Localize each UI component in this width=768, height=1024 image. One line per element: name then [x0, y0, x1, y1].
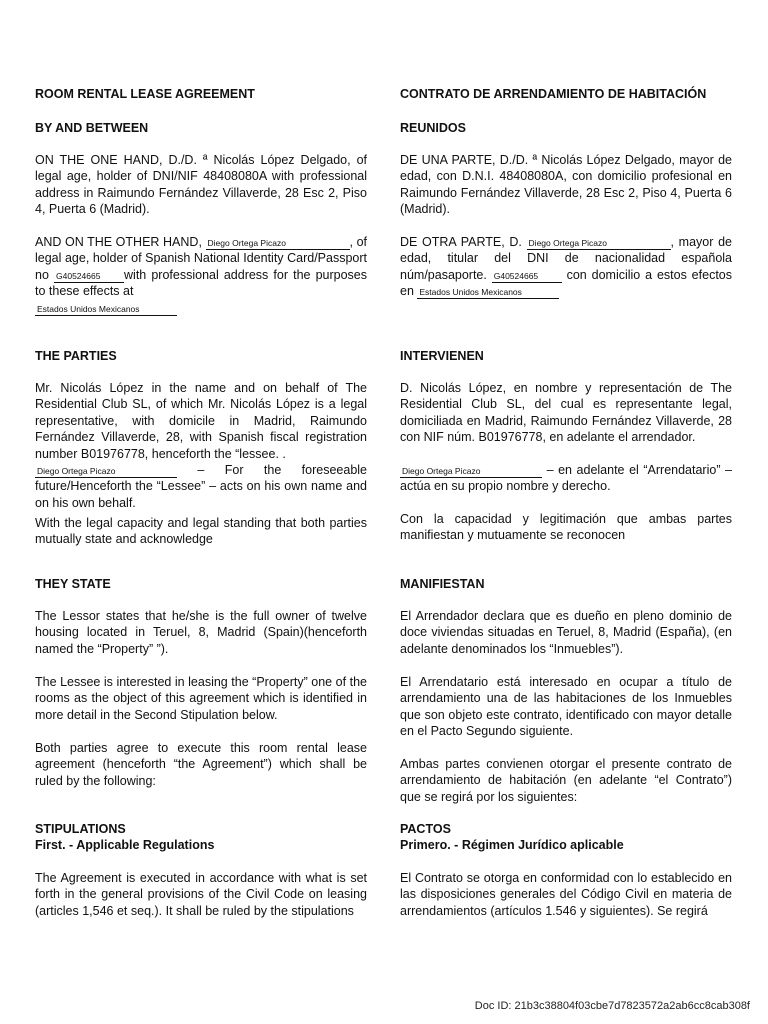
address-field: Estados Unidos Mexicanos	[35, 304, 177, 316]
arrendatario-name-field: Diego Ortega Picazo	[527, 238, 671, 250]
intervienen-paragraph: D. Nicolás López, en nombre y representación de The Residential Club SL, del cual es representante legal, domiciliada en Madrid, Raimundo Fernández Villaverde, 28 con NIF núm. B01976778, en adelante el arrendador.	[400, 381, 732, 445]
una-parte-paragraph: DE UNA PARTE, D./D. ª Nicolás López Delgado, mayor de edad, con D.N.I. 48408080A, con domicilio profesional en Raimundo Fernández Villaverde, 28 Esc 2, Piso 4, Puerta 6 (Madrid).	[400, 153, 732, 217]
contrato-paragraph: El Contrato se otorga en conformidad con lo establecido en las disposiciones generales del Código Civil en materia de arrendamientos (artículos 1.546 y siguientes). Se regirá	[400, 871, 732, 918]
passport-field: G40524665	[54, 271, 124, 283]
otra-parte-paragraph: DE OTRA PARTE, D. Diego Ortega Picazo , mayor de edad, titular del DNI de nacionalidad española núm/pasaporte. G40524665 con domicilio a estos efectos en Estados Unidos Mexicanos	[400, 235, 732, 299]
first-stipulation-heading: First. - Applicable Regulations	[35, 838, 215, 852]
arrendatario-paragraph: Diego Ortega Picazo – en adelante el “Arrendatario” – actúa en su propio nombre y derecho.	[400, 463, 732, 494]
by-and-between-heading: BY AND BETWEEN	[35, 121, 149, 135]
english-title: ROOM RENTAL LEASE AGREEMENT	[35, 87, 255, 101]
state-paragraph-3: Both parties agree to execute this room rental lease agreement (henceforth “the Agreement”) which shall be ruled by the following:	[35, 741, 367, 788]
manifiestan-paragraph-2: El Arrendatario está interesado en ocupar a título de arrendamiento una de las habitaciones de los Inmuebles que son objeto este contrato, identificado con mayor detalle en el Pacto Segundo siguiente.	[400, 675, 732, 739]
capacidad-paragraph: Con la capacidad y legitimación que ambas partes manifiestan y mutuamente se reconocen	[400, 512, 732, 543]
capacity-paragraph: With the legal capacity and legal standing that both parties mutually state and acknowledge	[35, 516, 367, 547]
domicilio-field: Estados Unidos Mexicanos	[417, 287, 559, 299]
stipulations-heading: STIPULATIONS	[35, 822, 126, 836]
arrendatario-name-field-2: Diego Ortega Picazo	[400, 466, 542, 478]
state-paragraph-2: The Lessee is interested in leasing the “Property” one of the rooms as the object of this agreement which is identified in more detail in the Second Stipulation below.	[35, 675, 367, 722]
lessee-name-field: Diego Ortega Picazo	[206, 238, 350, 250]
parties-paragraph: Mr. Nicolás López in the name and on behalf of The Residential Club SL, of which Mr. Nicolás López is a legal representative, with domicile in Madrid, Raimundo Fernández Villaverde, 28, with Spanish fiscal registration number B01976778, henceforth the “lessee. . Diego Ortega Picazo – For the foreseeable future/Henceforth the “Lessee” – acts on his own name and on his own behalf.	[35, 381, 367, 510]
agreement-paragraph: The Agreement is executed in accordance with what is set forth in the general provisions of the Civil Code on leasing (articles 1,546 et seq.). It shall be ruled by the stipulations	[35, 871, 367, 918]
primero-heading: Primero. - Régimen Jurídico aplicable	[400, 838, 624, 852]
lessee-name-field-2: Diego Ortega Picazo	[35, 466, 177, 478]
other-hand-paragraph: AND ON THE OTHER HAND, Diego Ortega Picazo , of legal age, holder of Spanish National Identity Card/Passport no G40524665 with professional address for the purposes to these effects at Estados Unidos Mexicanos	[35, 235, 368, 314]
spanish-title: CONTRATO DE ARRENDAMIENTO DE HABITACIÓN	[400, 87, 707, 101]
state-paragraph-1: The Lessor states that he/she is the full owner of twelve housing located in Teruel, 8, Madrid (Spain)(henceforth named the “Property” ”).	[35, 609, 367, 656]
they-state-heading: THEY STATE	[35, 577, 111, 591]
intervienen-heading: INTERVIENEN	[400, 349, 484, 363]
pactos-heading: PACTOS	[400, 822, 451, 836]
reunidos-heading: REUNIDOS	[400, 121, 466, 135]
the-parties-heading: THE PARTIES	[35, 349, 117, 363]
manifiestan-paragraph-1: El Arrendador declara que es dueño en pleno dominio de doce viviendas situadas en Teruel, 8, Madrid (España), (en adelante denominados los “Inmuebles”).	[400, 609, 732, 656]
manifiestan-paragraph-3: Ambas partes convienen otorgar el presente contrato de arrendamiento de habitación (en adelante “el Contrato”) que se regirá por los siguientes:	[400, 757, 732, 804]
doc-id-footer: Doc ID: 21b3c38804f03cbe7d7823572a2ab6cc8cab308f	[474, 1000, 750, 1012]
pasaporte-field: G40524665	[492, 271, 562, 283]
manifiestan-heading: MANIFIESTAN	[400, 577, 485, 591]
one-hand-paragraph: ON THE ONE HAND, D./D. ª Nicolás López Delgado, of legal age, holder of DNI/NIF 48408080A with professional address in Raimundo Fernández Villaverde, 28 Esc 2, Piso 4, Puerta 6 (Madrid).	[35, 153, 367, 217]
